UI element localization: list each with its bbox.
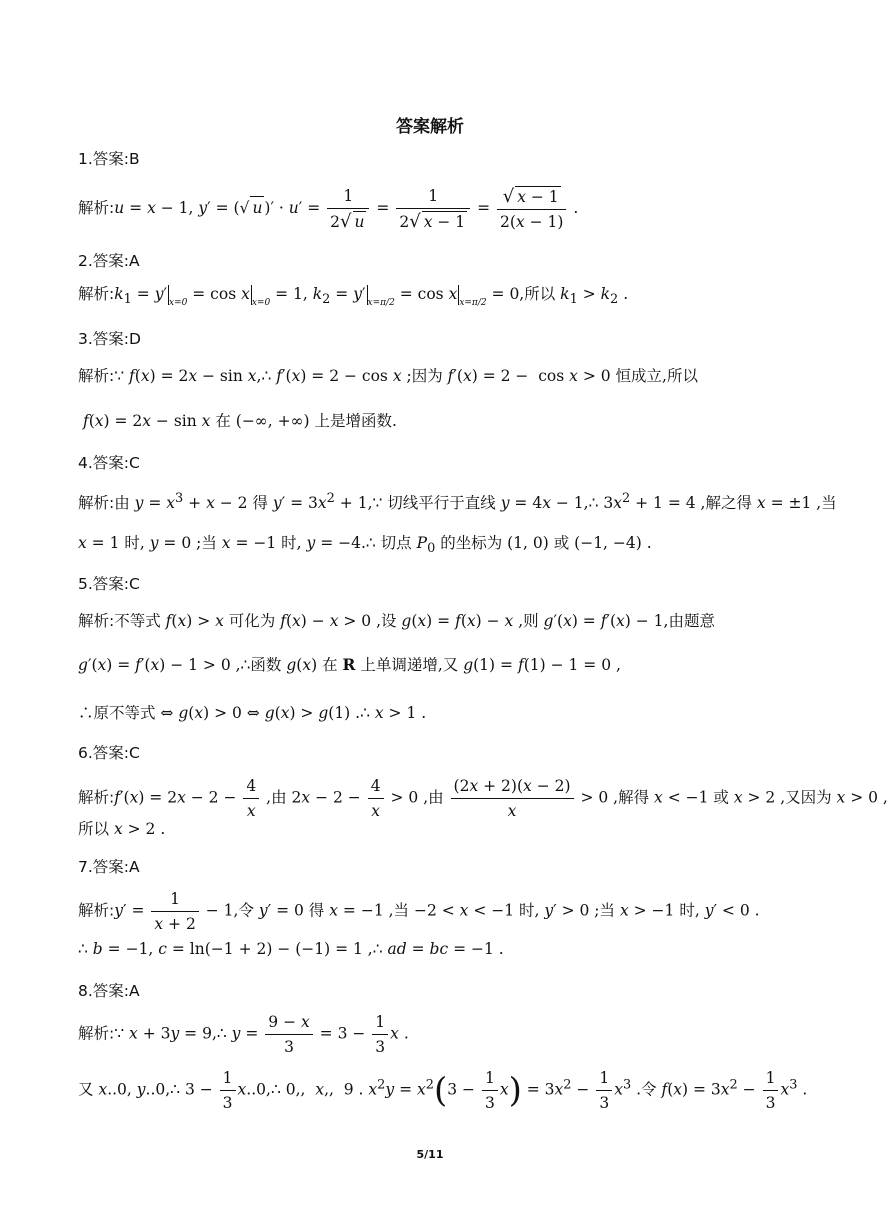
answer-7: 7.答案:A <box>78 858 140 876</box>
explanation-4b: x = 1 时, y = 0 ;当 x = −1 时, y = −4.∴ 切点 $P_0$ 的坐标为 (1, 0) 或 (−1, −4) . <box>78 534 652 557</box>
answer-2: 2.答案:A <box>78 252 140 270</box>
explanation-3a: 解析:∵ f(x) = 2x − sin x,∴ f′(x) = 2 − cos x ;因为 f′(x) = 2 − cos x > 0 恒成立,所以 <box>78 367 698 385</box>
explanation-1: 解析:u = x − 1, y′ = (√ u )′ · u′ = $\frac{1}{2√ u}$ = $\frac{1}{2√ x - 1}$ = $\frac{√ x - 1}{2(x - 1)}$ . <box>78 186 579 232</box>
explanation-6b: 所以 x > 2 . <box>78 820 166 838</box>
answer-4: 4.答案:C <box>78 454 140 472</box>
explanation-7a: 解析:y′ = $\frac{1}{x + 2}$ − 1,令 y′ = 0 得 x = −1 ,当 −2 < x < −1 时, y′ > 0 ;当 x > −1 时, y′ < 0 . <box>78 890 760 933</box>
explanation-5b: g′(x) = f′(x) − 1 > 0 ,∴函数 g(x) 在 R 上单调递增,又 g(1) = f(1) − 1 = 0 , <box>78 655 621 674</box>
explanation-8a: 解析:∵ x + 3y = 9,∴ y = $\frac{9 - x}{3}$ = 3 − $\frac{1}{3}$ x . <box>78 1013 409 1056</box>
page-number: 5/11 <box>416 1148 444 1161</box>
explanation-label: 解析: <box>78 199 115 217</box>
answer-8: 8.答案:A <box>78 982 140 1000</box>
explanation-7b: ∴ b = −1, c = ln(−1 + 2) − (−1) = 1 ,∴ ad = bc = −1 . <box>78 940 504 958</box>
explanation-8b: 又 x..0, y..0,∴ 3 − $\frac{1}{3}$ x..0,∴ 0,, x,, 9 . $x^2y = x^2(3$ − $\frac{1}{3}$ $x) = 3x^2$ − $\frac{1}{3}$ $x^3$ .令 $f(x) = 3x^2$ − $\frac{1}{3}$ $x^3$ . <box>78 1069 808 1112</box>
explanation-3b: f(x) = 2x − sin x 在 (−∞, +∞) 上是增函数. <box>82 412 397 430</box>
page-title: 答案解析 <box>396 117 464 137</box>
explanation-2: 解析$:k_1 = y'$ $_{x=0}$ = cos x $_{x=0}$ = 1, $k_2 = y'$ $_{x=\pi/2}$ = cos x $_{x=\pi/2}$ = 0,所以 $k_1 > k_2$ . <box>78 285 629 308</box>
explanation-4a: 解析:由 $y = x^3 + x - 2$ 得 $y' = 3x^2$ + 1,∵ 切线平行于直线 y = 4x − 1,∴ $3x^2 + 1 = 4$ ,解之得 x = ±1 ,当 <box>78 491 837 513</box>
answer-3: 3.答案:D <box>78 330 141 348</box>
answer-5: 5.答案:C <box>78 575 140 593</box>
answer-6: 6.答案:C <box>78 744 140 762</box>
explanation-6a: 解析:f′(x) = 2x − 2 − $\frac{4}{x}$ ,由 2x − 2 − $\frac{4}{x}$ > 0 ,由 $\frac{(2x + 2)(x - 2)}{x}$ > 0 ,解得 x < −1 或 x > 2 ,又因为 x > 0 , <box>78 777 888 820</box>
answer-1: 1.答案:B <box>78 150 140 168</box>
explanation-5c: ∴原不等式 ⇔ g(x) > 0 ⇔ g(x) > g(1) .∴ x > 1 . <box>78 704 427 722</box>
explanation-5a: 解析:不等式 f(x) > x 可化为 f(x) − x > 0 ,设 g(x) = f(x) − x ,则 g′(x) = f′(x) − 1,由题意 <box>78 612 715 630</box>
